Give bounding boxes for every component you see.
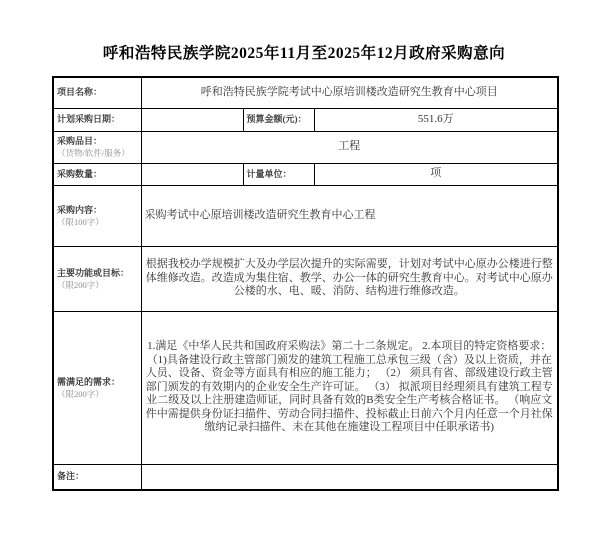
procurement-content-label — [53, 185, 141, 246]
procurement-category-label — [53, 131, 141, 163]
main-functions-value: 根据我校办学规模扩大及办学层次提升的实际需要，计划对考试中心原办公楼进行整体维修改造。改造成为集住宿、教学、办公一体的研究生教育中心。对考试中心原办公楼的水、电、暖、消防、结构进行维修改造。 — [141, 246, 558, 311]
project-name-label: 项目名称： — [53, 77, 141, 108]
budget-amount-label: 预算金额(元)： — [243, 108, 314, 131]
project-name-value: 呼和浩特民族学院考试中心原培训楼改造研究生教育中心项目 — [141, 77, 558, 108]
requirements-sublabel: （限200字） — [57, 388, 104, 399]
procurement-category-value: 工程 — [141, 131, 558, 163]
remarks-value — [141, 464, 558, 490]
row-main-functions — [53, 246, 558, 311]
row-requirements — [53, 311, 558, 464]
page-title: 呼和浩特民族学院2025年11月至2025年12月政府采购意向 — [102, 45, 506, 62]
row-project-name — [53, 77, 558, 108]
procurement-intention-table — [52, 76, 559, 491]
main-functions-label-text: 主要功能或目标： — [57, 267, 130, 278]
procurement-content-label-text: 采购内容： — [57, 204, 103, 215]
procurement-content-value: 采购考试中心原培训楼改造研究生教育中心工程 — [141, 185, 558, 246]
procurement-content-sublabel: （限100字） — [57, 216, 104, 227]
row-remarks — [53, 464, 558, 490]
main-functions-sublabel: （限200字） — [57, 279, 104, 290]
planned-purchase-date-label: 计划采购日期： — [53, 108, 141, 131]
procurement-category-label-text: 采购品目： — [57, 136, 103, 146]
procurement-quantity-value — [141, 163, 243, 185]
remarks-label: 备注： — [53, 464, 141, 490]
measurement-unit-label: 计量单位： — [243, 163, 314, 185]
row-procurement-category — [53, 131, 558, 163]
measurement-unit-value: 项 — [314, 163, 558, 185]
requirements-value: 1.满足《中华人民共和国政府采购法》第二十二条规定。 2.本项目的特定资格要求：（1)具备建设行政主管部门颁发的建筑工程施工总承包三级（含）及以上资质，并在人员、设备、资金等方面具有相应的施工能力； （2） 须具有省、部级建设行政主管部门颁发的有效期内的企业安全生产许可证。 （3） 拟派项目经理须具有建筑工程专业二级及以上注册建造师证，同时具备有效的B类安全生产考核合格证书。 （响应文件中需提供身份证扫描件、劳动合同扫描件、投标截止日前六个月内任意一个月社保缴纳记录扫描件、未在其他在施建设工程项目中任职承诺书) — [141, 311, 558, 464]
row-purchase-date-budget — [53, 108, 558, 131]
requirements-label — [53, 311, 141, 464]
row-procurement-content — [53, 185, 558, 246]
procurement-quantity-label: 采购数量： — [53, 163, 141, 185]
main-functions-label — [53, 246, 141, 311]
requirements-label-text: 需满足的需求： — [57, 376, 121, 387]
planned-purchase-date-value — [141, 108, 243, 131]
procurement-category-sublabel: （货物/软件/服务） — [57, 148, 130, 158]
budget-amount-value: 551.6万 — [314, 108, 558, 131]
row-quantity-unit — [53, 163, 558, 185]
